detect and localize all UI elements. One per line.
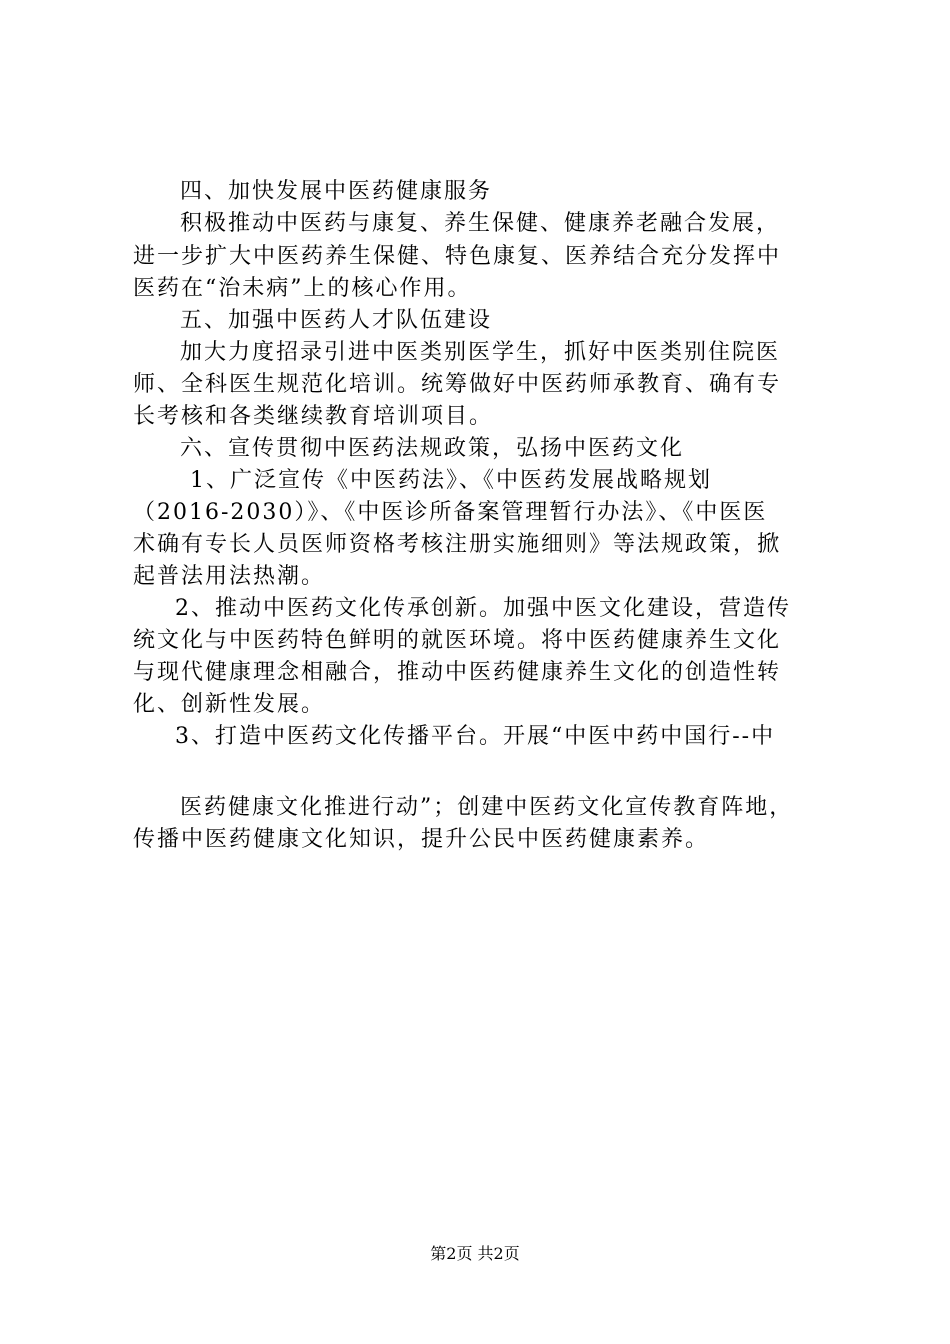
- paragraph-line: 1、广泛宣传《中医药法》、《中医药发展战略规划: [190, 468, 712, 493]
- page-number-footer: 第2页 共2页: [430, 1244, 520, 1263]
- paragraph-line: 积极推动中医药与康复、养生保健、健康养老融合发展，: [180, 211, 781, 236]
- paragraph-line: 术确有专长人员医师资格考核注册实施细则》等法规政策，掀: [133, 532, 782, 557]
- paragraph-line: 传播中医药健康文化知识，提升公民中医药健康素养。: [133, 827, 710, 852]
- paragraph-line: 加大力度招录引进中医类别医学生，抓好中医类别住院医: [180, 340, 781, 365]
- paragraph-line: 师、全科医生规范化培训。统筹做好中医药师承教育、确有专: [133, 372, 782, 397]
- paragraph-line: 进一步扩大中医药养生保健、特色康复、医养结合充分发挥中: [133, 244, 782, 269]
- paragraph-line: （2016-2030）》、《中医诊所备案管理暂行办法》、《中医医: [133, 500, 768, 525]
- paragraph-line: 医药健康文化推进行动”；创建中医药文化宣传教育阵地，: [180, 795, 794, 820]
- heading-section-5: 五、加强中医药人才队伍建设: [180, 308, 493, 333]
- paragraph-line: 起普法用法热潮。: [133, 564, 326, 589]
- paragraph-line: 与现代健康理念相融合，推动中医药健康养生文化的创造性转: [133, 660, 782, 685]
- heading-section-6: 六、宣传贯彻中医药法规政策，弘扬中医药文化: [180, 436, 685, 461]
- paragraph-line: 统文化与中医药特色鲜明的就医环境。将中医药健康养生文化: [133, 628, 782, 653]
- paragraph-line: 2、推动中医药文化传承创新。加强中医文化建设，营造传: [175, 596, 791, 621]
- paragraph-line: 医药在“治未病”上的核心作用。: [133, 276, 472, 301]
- paragraph-line: 化、创新性发展。: [133, 692, 326, 717]
- heading-section-4: 四、加快发展中医药健康服务: [180, 179, 493, 204]
- paragraph-line: 长考核和各类继续教育培训项目。: [133, 404, 494, 429]
- paragraph-line: 3、打造中医药文化传播平台。开展“中医中药中国行--中: [175, 724, 776, 749]
